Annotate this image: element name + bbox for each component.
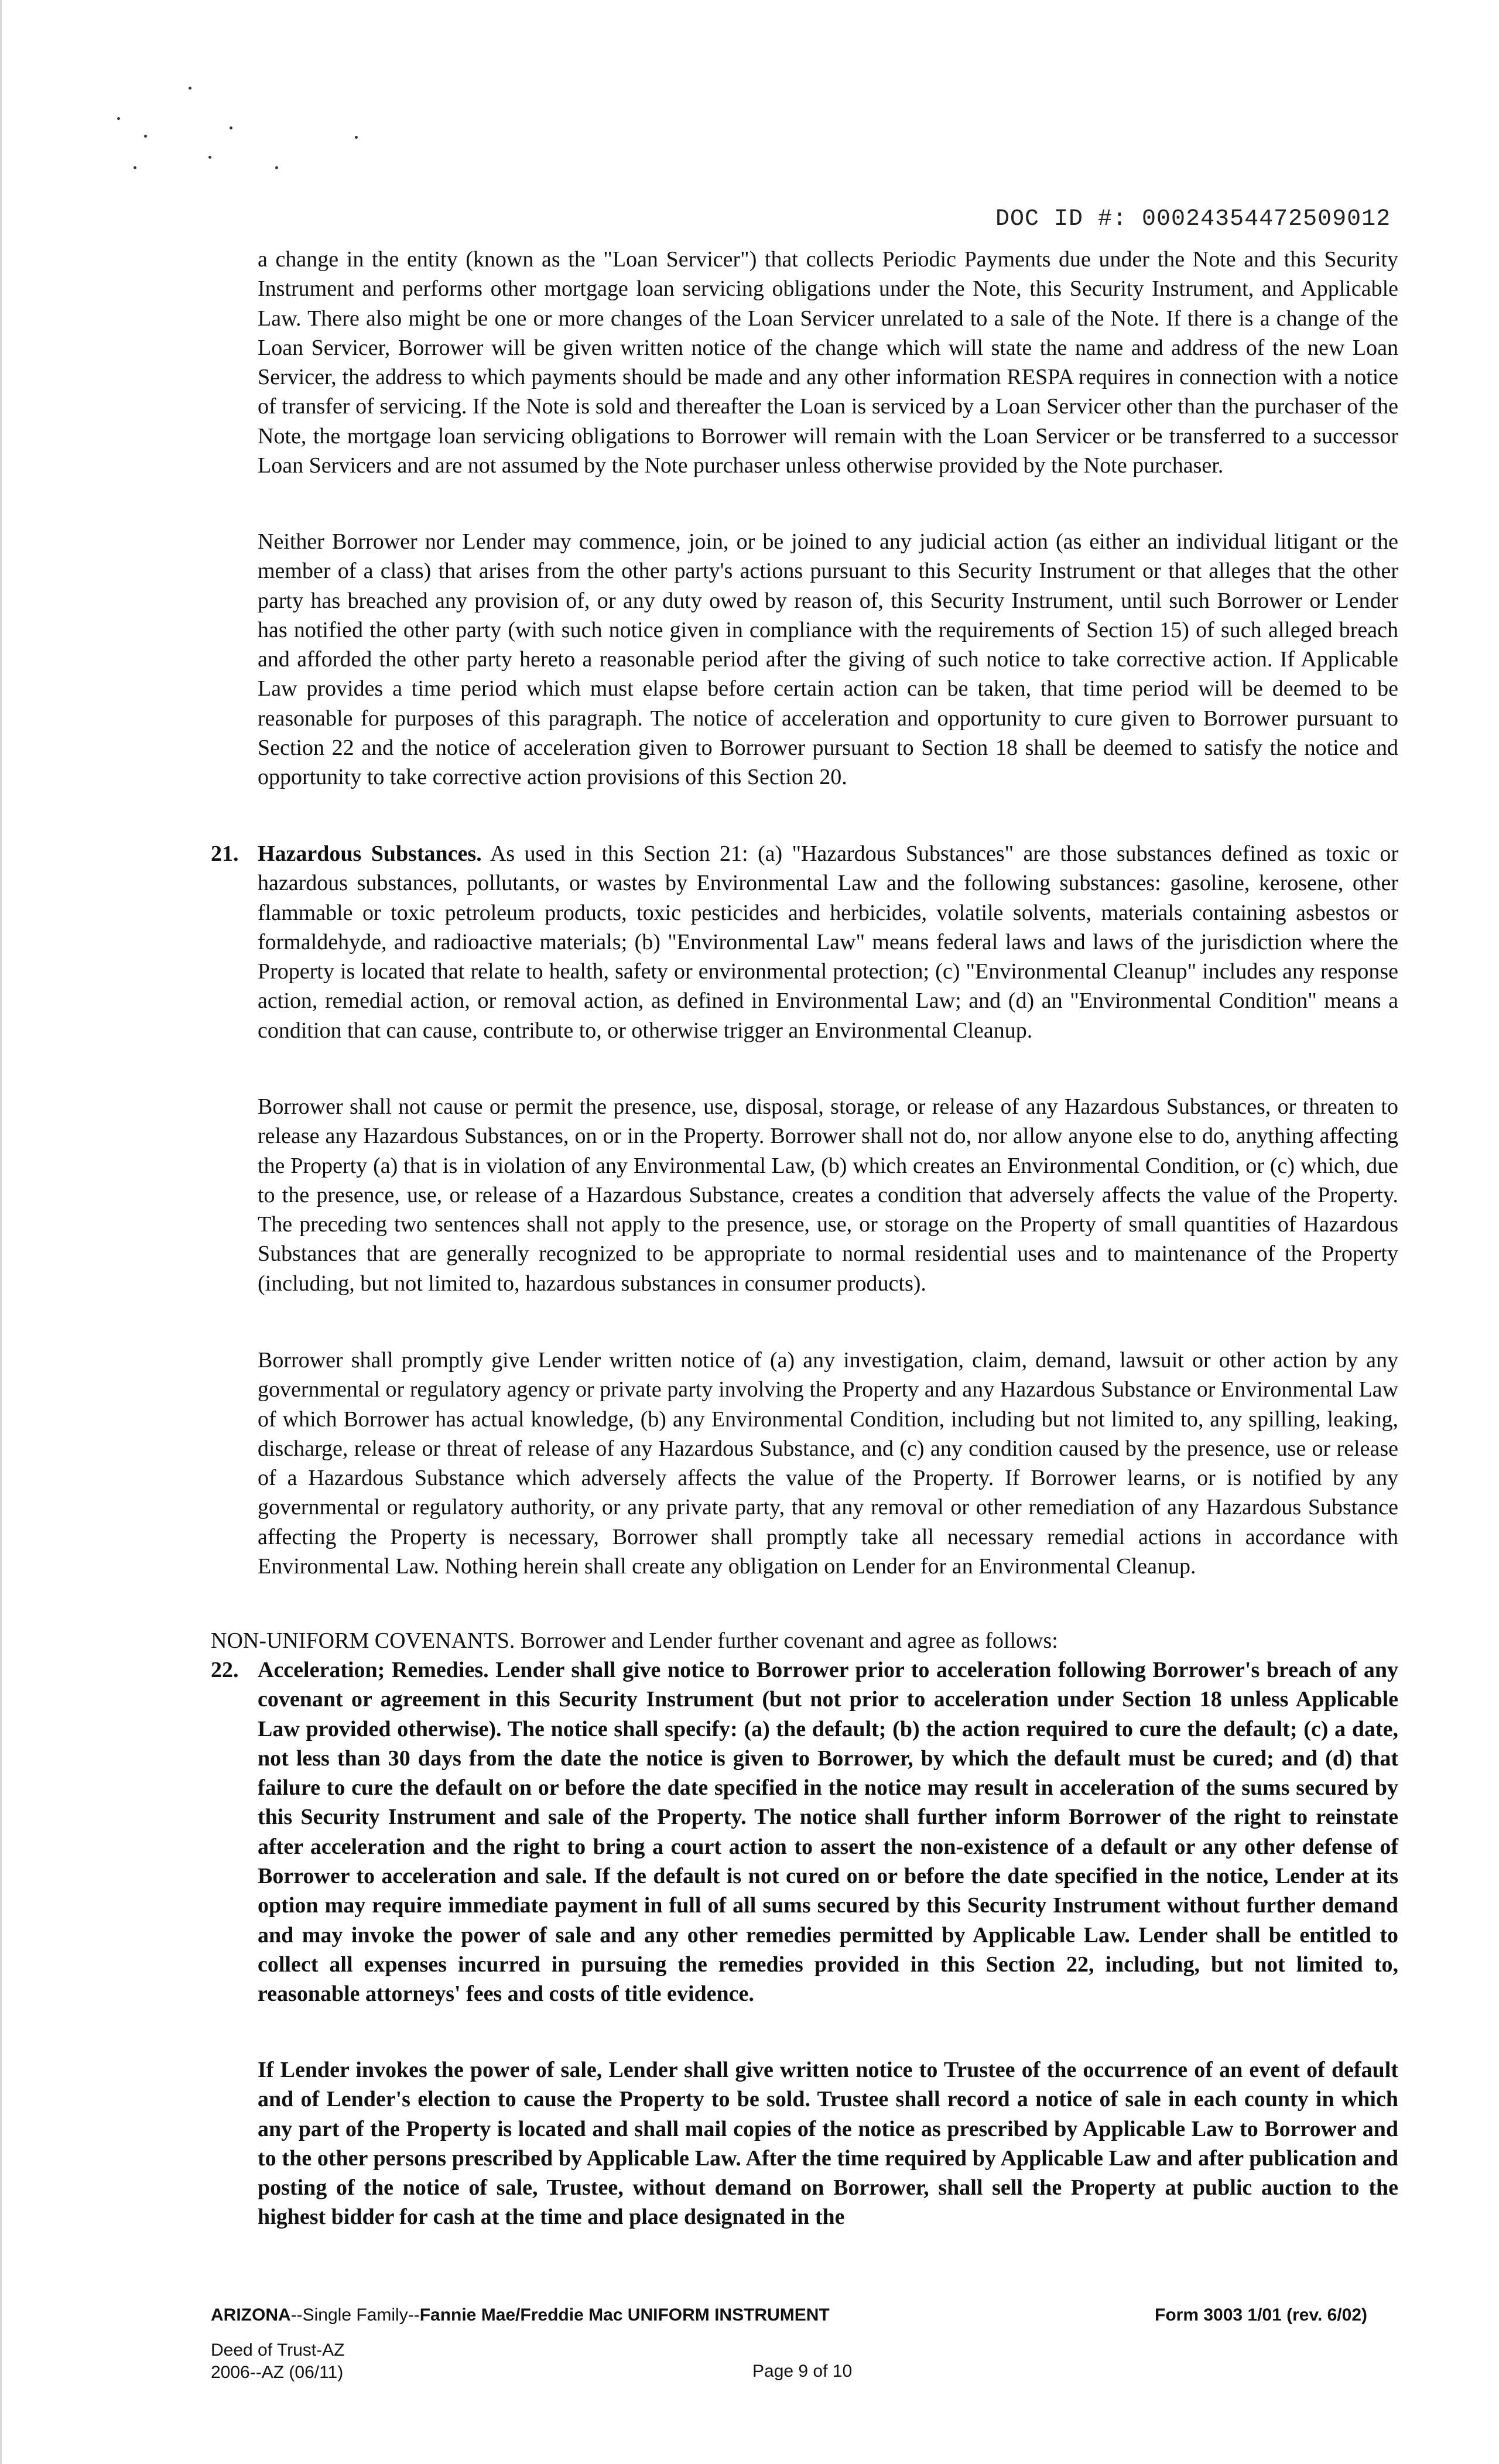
paragraph-loan-servicer [258,245,1398,480]
footer-doc-code: 2006--AZ (06/11) [211,2363,344,2382]
section-text: As used in this Section 21: (a) "Hazardous Substances" are those substances defined as toxic or hazardous substances, pollutants, or wastes by Environmental Law and the following substances: gasoline, kerosene, other flammable or toxic petroleum products, toxic pesticides and herbicides, volatile solvents, materials containing asbestos or formaldehyde, and radioactive materials; (b) "Environmental Law" means federal laws and laws of the jurisdiction where the Property is located that relate to health, safety or environmental protection; (c) "Environmental Cleanup" includes any response action, remedial action, or removal action, as defined in Environmental Law; and (d) an "Environmental Condition" means a condition that can cause, contribute to, or otherwise trigger an Environmental Cleanup. [258,841,1398,1043]
scan-speck [144,135,147,138]
paragraph-notice-of-grievance [258,527,1398,792]
paragraph-text: a change in the entity (known as the "Loan Servicer") that collects Periodic Payments due under the Note and this Security Instrument and performs other mortgage loan servicing obligations under the Note, this Security Instrument, and Applicable Law. There also might be one or more changes of the Loan Servicer unrelated to a sale of the Note. If there is a change of the Loan Servicer, Borrower will be given written notice of the change which will state the name and address of the new Loan Servicer, the address to which payments should be made and any other information RESPA requires in connection with a notice of transfer of servicing. If the Note is sold and thereafter the Loan is serviced by a Loan Servicer other than the purchaser of the Note, the mortgage loan servicing obligations to Borrower will remain with the Loan Servicer or be transferred to a successor Loan Servicers and are not assumed by the Note purchaser unless otherwise provided by the Note purchaser. [258,247,1398,478]
paragraph-text: Borrower shall not cause or permit the presence, use, disposal, storage, or release of any Hazardous Substances, or threaten to release any Hazardous Substances, on or in the Property. Borrower shall not do, nor allow anyone else to do, anything affecting the Property (a) that is in violation of any Environmental Law, (b) which creates an Environmental Condition, or (c) which, due to the presence, use, or release of a Hazardous Substance, creates a condition that adversely affects the value of the Property. The preceding two sentences shall not apply to the presence, use, or storage on the Property of small quantities of Hazardous Substances that are generally recognized to be appropriate to normal residential uses and to maintenance of the Property (including, but not limited to, hazardous substances in consumer products). [258,1094,1398,1296]
non-uniform-covenants: NON-UNIFORM COVENANTS. Borrower and Lender further covenant and agree as follows: [211,1628,1058,1653]
footer-instrument-line [211,2305,830,2325]
scan-speck [355,136,358,139]
scan-speck [275,166,278,169]
section-number: 22. [211,1658,239,1682]
doc-id: DOC ID #: 00024354472509012 [995,206,1391,232]
footer-page-number: Page 9 of 10 [752,2362,853,2381]
paragraph-text: If Lender invokes the power of sale, Lender shall give written notice to Trustee of the occurrence of an event of default and of Lender's election to cause the Property to be sold. Trustee shall record a notice of sale in each county in which any part of the Property is located and shall mail copies of the notice as prescribed by Applicable Law to Borrower and to the other persons prescribed by Applicable Law. After the time required by Applicable Law and after publication and posting of the notice of sale, Trustee, without demand on Borrower, shall sell the Property at public auction to the highest bidder for cash at the time and place designated in the [258,2058,1398,2230]
paragraph-hazardous-notice [258,1346,1398,1581]
paragraph-power-of-sale [258,2055,1398,2232]
section-21 [211,839,1398,1045]
scan-edge-line [0,0,2,2464]
footer-form-number: Form 3003 1/01 (rev. 6/02) [1155,2305,1367,2325]
scan-speck [208,156,211,159]
footer-doc-type: Deed of Trust-AZ [211,2340,345,2360]
scan-speck [134,166,136,169]
paragraph-text: Borrower shall promptly give Lender written notice of (a) any investigation, claim, demand, lawsuit or other action by any governmental or regulatory agency or private party involving the Property and any Hazardous Substance or Environmental Law of which Borrower has actual knowledge, (b) any Environmental Condition, including but not limited to, any spilling, leaking, discharge, release or threat of release of any Hazardous Substance, and (c) any condition caused by the presence, use or release of a Hazardous Substance which adversely affects the value of the Property. If Borrower learns, or is notified by any governmental or regulatory authority, or any private party, that any removal or other remediation of any Hazardous Substance affecting the Property is necessary, Borrower shall promptly take all necessary remedial actions in accordance with Environmental Law. Nothing herein shall create any obligation on Lender for an Environmental Cleanup. [258,1348,1398,1579]
footer-separator: --Single Family-- [290,2305,420,2325]
scan-speck [117,117,120,120]
footer-instrument: Fannie Mae/Freddie Mac UNIFORM INSTRUMENT [419,2305,830,2325]
section-number: 21. [211,841,239,866]
section-heading: Hazardous Substances. [258,841,482,866]
footer-state: ARIZONA [211,2305,291,2325]
section-22 [211,1655,1398,2009]
paragraph-hazardous-restrictions [258,1092,1398,1298]
footer-doc-info [211,2339,344,2384]
section-text: Acceleration; Remedies. Lender shall give notice to Borrower prior to acceleration following Borrower's breach of any covenant or agreement in this Security Instrument (but not prior to acceleration under Section 18 unless Applicable Law provided otherwise). The notice shall specify: (a) the default; (b) the action required to cure the default; (c) a date, not less than 30 days from the date the notice is given to Borrower, by which the default must be cured; and (d) that failure to cure the default on or before the date specified in the notice may result in acceleration of the sums secured by this Security Instrument and sale of the Property. The notice shall further inform Borrower of the right to reinstate after acceleration and the right to bring a court action to assert the non-existence of a default or any other defense of Borrower to acceleration and sale. If the default is not cured on or before the date specified in the notice, Lender at its option may require immediate payment in full of all sums secured by this Security Instrument without further demand and may invoke the power of sale and any other remedies permitted by Applicable Law. Lender shall be entitled to collect all expenses incurred in pursuing the remedies provided in this Section 22, including, but not limited to, reasonable attorneys' fees and costs of title evidence. [258,1658,1398,2007]
scan-speck [230,126,232,129]
scan-speck [189,87,191,90]
paragraph-text: Neither Borrower nor Lender may commence, join, or be joined to any judicial action (as either an individual litigant or the member of a class) that arises from the other party's actions pursuant to this Security Instrument or that alleges that the other party has breached any provision of, or any duty owed by reason of, this Security Instrument, until such Borrower or Lender has notified the other party (with such notice given in compliance with the requirements of Section 15) of such alleged breach and afforded the other party hereto a reasonable period after the giving of such notice to take corrective action. If Applicable Law provides a time period which must elapse before certain action can be taken, that time period will be deemed to be reasonable for purposes of this paragraph. The notice of acceleration and opportunity to cure given to Borrower pursuant to Section 22 and the notice of acceleration given to Borrower pursuant to Section 18 shall be deemed to satisfy the notice and opportunity to take corrective action provisions of this Section 20. [258,529,1398,790]
